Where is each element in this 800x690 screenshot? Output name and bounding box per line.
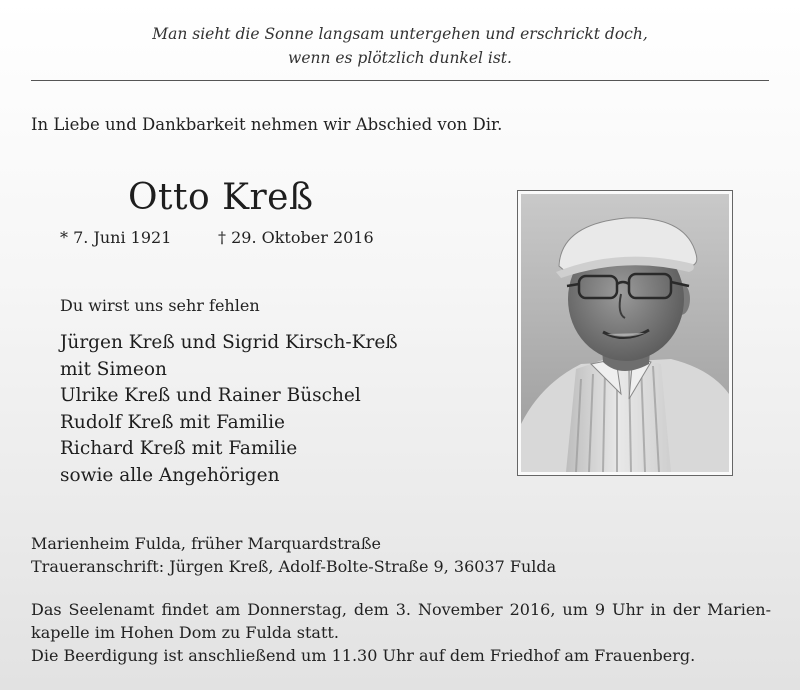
family-member: Ulrike Kreß und Rainer Büschel — [60, 385, 361, 406]
divider-line — [31, 80, 769, 81]
intro-text: In Liebe und Dankbarkeit nehmen wir Abschied von Dir. — [31, 115, 503, 134]
family-member: Rudolf Kreß mit Familie — [60, 411, 285, 433]
poem-line-2: wenn es plötzlich dunkel ist. — [288, 49, 512, 67]
service-line-1: Das Seelenamt findet am Donnerstag, dem 3. November 2016, um 9 Uhr in der Marien- — [31, 600, 771, 619]
family-member: Jürgen Kreß und Sigrid Kirsch-Kreß — [60, 332, 398, 353]
service-line-2: kapelle im Hohen Dom zu Fulda statt. — [31, 623, 339, 642]
birth-date: * 7. Juni 1921 — [60, 228, 172, 247]
service-info — [31, 598, 771, 667]
portrait-photo — [517, 190, 733, 476]
family-list — [60, 330, 398, 489]
portrait-image — [521, 194, 729, 472]
deceased-name: Otto Kreß — [128, 177, 314, 218]
address-line-1: Marienheim Fulda, früher Marquardstraße — [31, 534, 381, 553]
service-line-3: Die Beerdigung ist anschließend um 11.30 Uhr auf dem Friedhof am Frauenberg. — [31, 646, 696, 665]
poem-line-1: Man sieht die Sonne langsam untergehen und erschrickt doch, — [152, 25, 648, 43]
address-line-2: Traueranschrift: Jürgen Kreß, Adolf-Bolte-Straße 9, 36037 Fulda — [31, 557, 557, 576]
family-member: Richard Kreß mit Familie — [60, 438, 298, 459]
family-member: sowie alle Angehörigen — [60, 464, 280, 486]
family-member: mit Simeon — [60, 358, 167, 380]
death-date: † 29. Oktober 2016 — [218, 228, 374, 247]
missed-text: Du wirst uns sehr fehlen — [60, 296, 260, 315]
